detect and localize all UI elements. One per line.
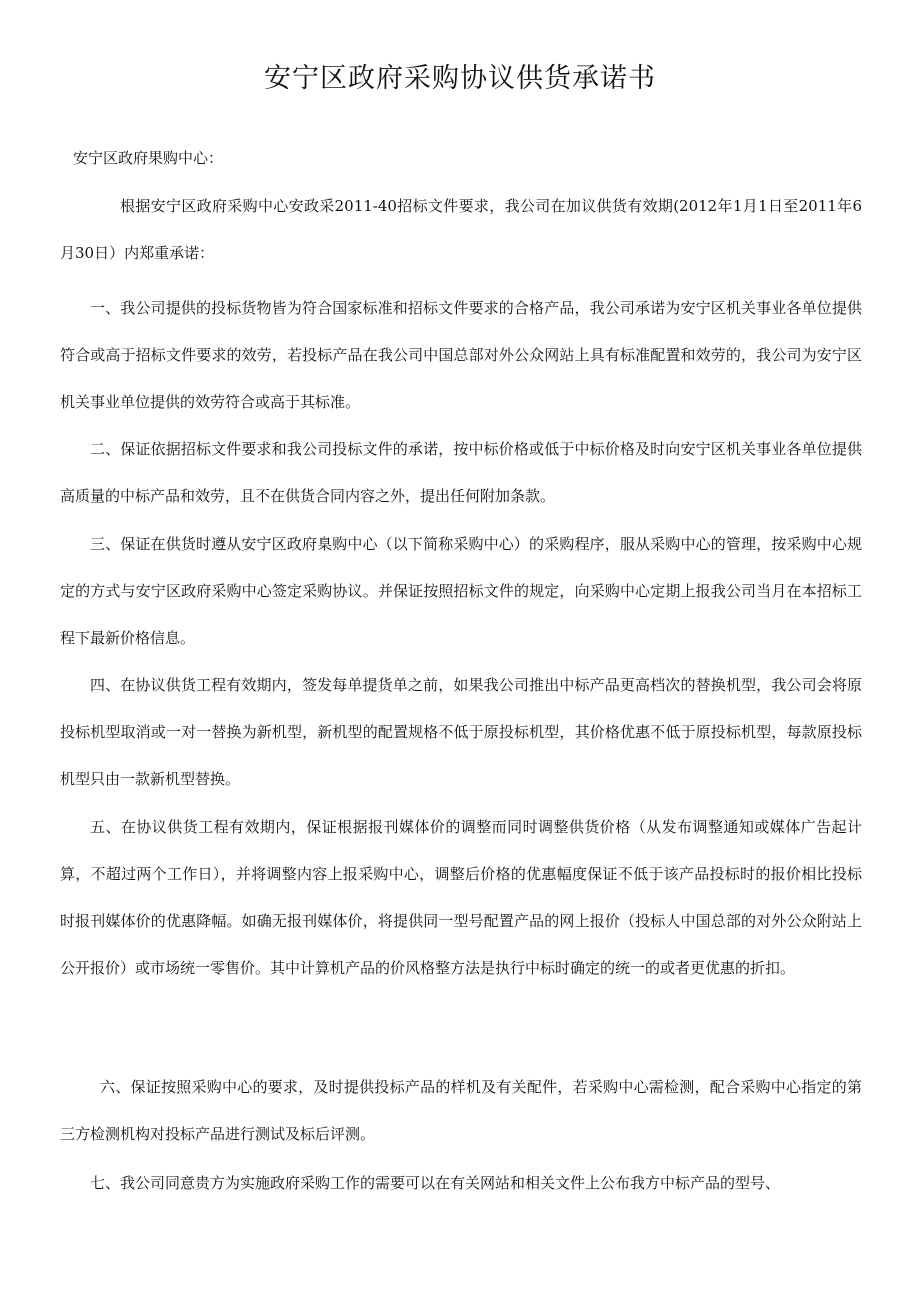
commitment-paragraph-4: 四、在协议供货工程有效期内，签发每单提货单之前，如果我公司推出中标产品更高档次的替换机型，我公司会将原投标机型取消或一对一替换为新机型，新机型的配置规格不低于原投标机型，其价格优惠不低于原投标机型，每款原投标机型只由一款新机型替换。 bbox=[60, 676, 862, 788]
commitment-paragraph-1: 一、我公司提供的投标货物皆为符合国家标准和招标文件要求的合格产品，我公司承诺为安宁区机关事业各单位提供符合或高于招标文件要求的效劳，若投标产品在我公司中国总部对外公众网站上具有标准配置和效劳的，我公司为安宁区机关事业单位提供的效劳符合或高于其标准。 bbox=[60, 299, 862, 411]
salutation: 安宁区政府果购中心： bbox=[73, 149, 224, 167]
commitment-paragraph-6: 六、保证按照采购中心的要求，及时提供投标产品的样机及有关配件，若采购中心需检测，配合采购中心指定的第三方检测机构对投标产品进行测试及标后评测。 bbox=[60, 1078, 862, 1143]
document-title: 安宁区政府采购协议供货承诺书 bbox=[264, 63, 656, 94]
commitment-paragraph-7: 七、我公司同意贵方为实施政府采购工作的需要可以在有关网站和相关文件上公布我方中标产品的型号、 bbox=[90, 1174, 781, 1192]
commitment-paragraph-3: 三、保证在供货时遵从安宁区政府臬购中心（以下简称采购中心）的采购程序，服从采购中心的管理，按采购中心规定的方式与安宁区政府采购中心签定采购协议。并保证按照招标文件的规定，向采购中心定期上报我公司当月在本招标工程下最新价格信息。 bbox=[60, 535, 862, 647]
commitment-paragraph-2: 二、保证依据招标文件要求和我公司投标文件的承诺，按中标价格或低于中标价格及时向安宁区机关事业各单位提供高质量的中标产品和效劳，且不在供货合同内容之外，提出任何附加条款。 bbox=[60, 440, 862, 505]
intro-paragraph: 根据安宁区政府采购中心安政采2011-40招标文件要求，我公司在加议供货有效期(2012年1月1日至2011年6月30日）内郑重承诺： bbox=[60, 197, 862, 262]
commitment-paragraph-5: 五、在协议供货工程有效期内，保证根据报刊媒体价的调整而同时调整供货价格（从发布调整通知或媒体广告起计算，不超过两个工作日），并将调整内容上报采购中心，调整后价格的优惠幅度保证不低于该产品投标时的报价相比投标时报刊媒体价的优惠降幅。如确无报刊媒体价，将提供同一型号配置产品的网上报价（投标人中国总部的对外公众附站上公开报价）或市场统一零售价。其中计算机产品的价风格整方法是执行中标时确定的统一的或者更优惠的折扣。 bbox=[60, 818, 862, 977]
